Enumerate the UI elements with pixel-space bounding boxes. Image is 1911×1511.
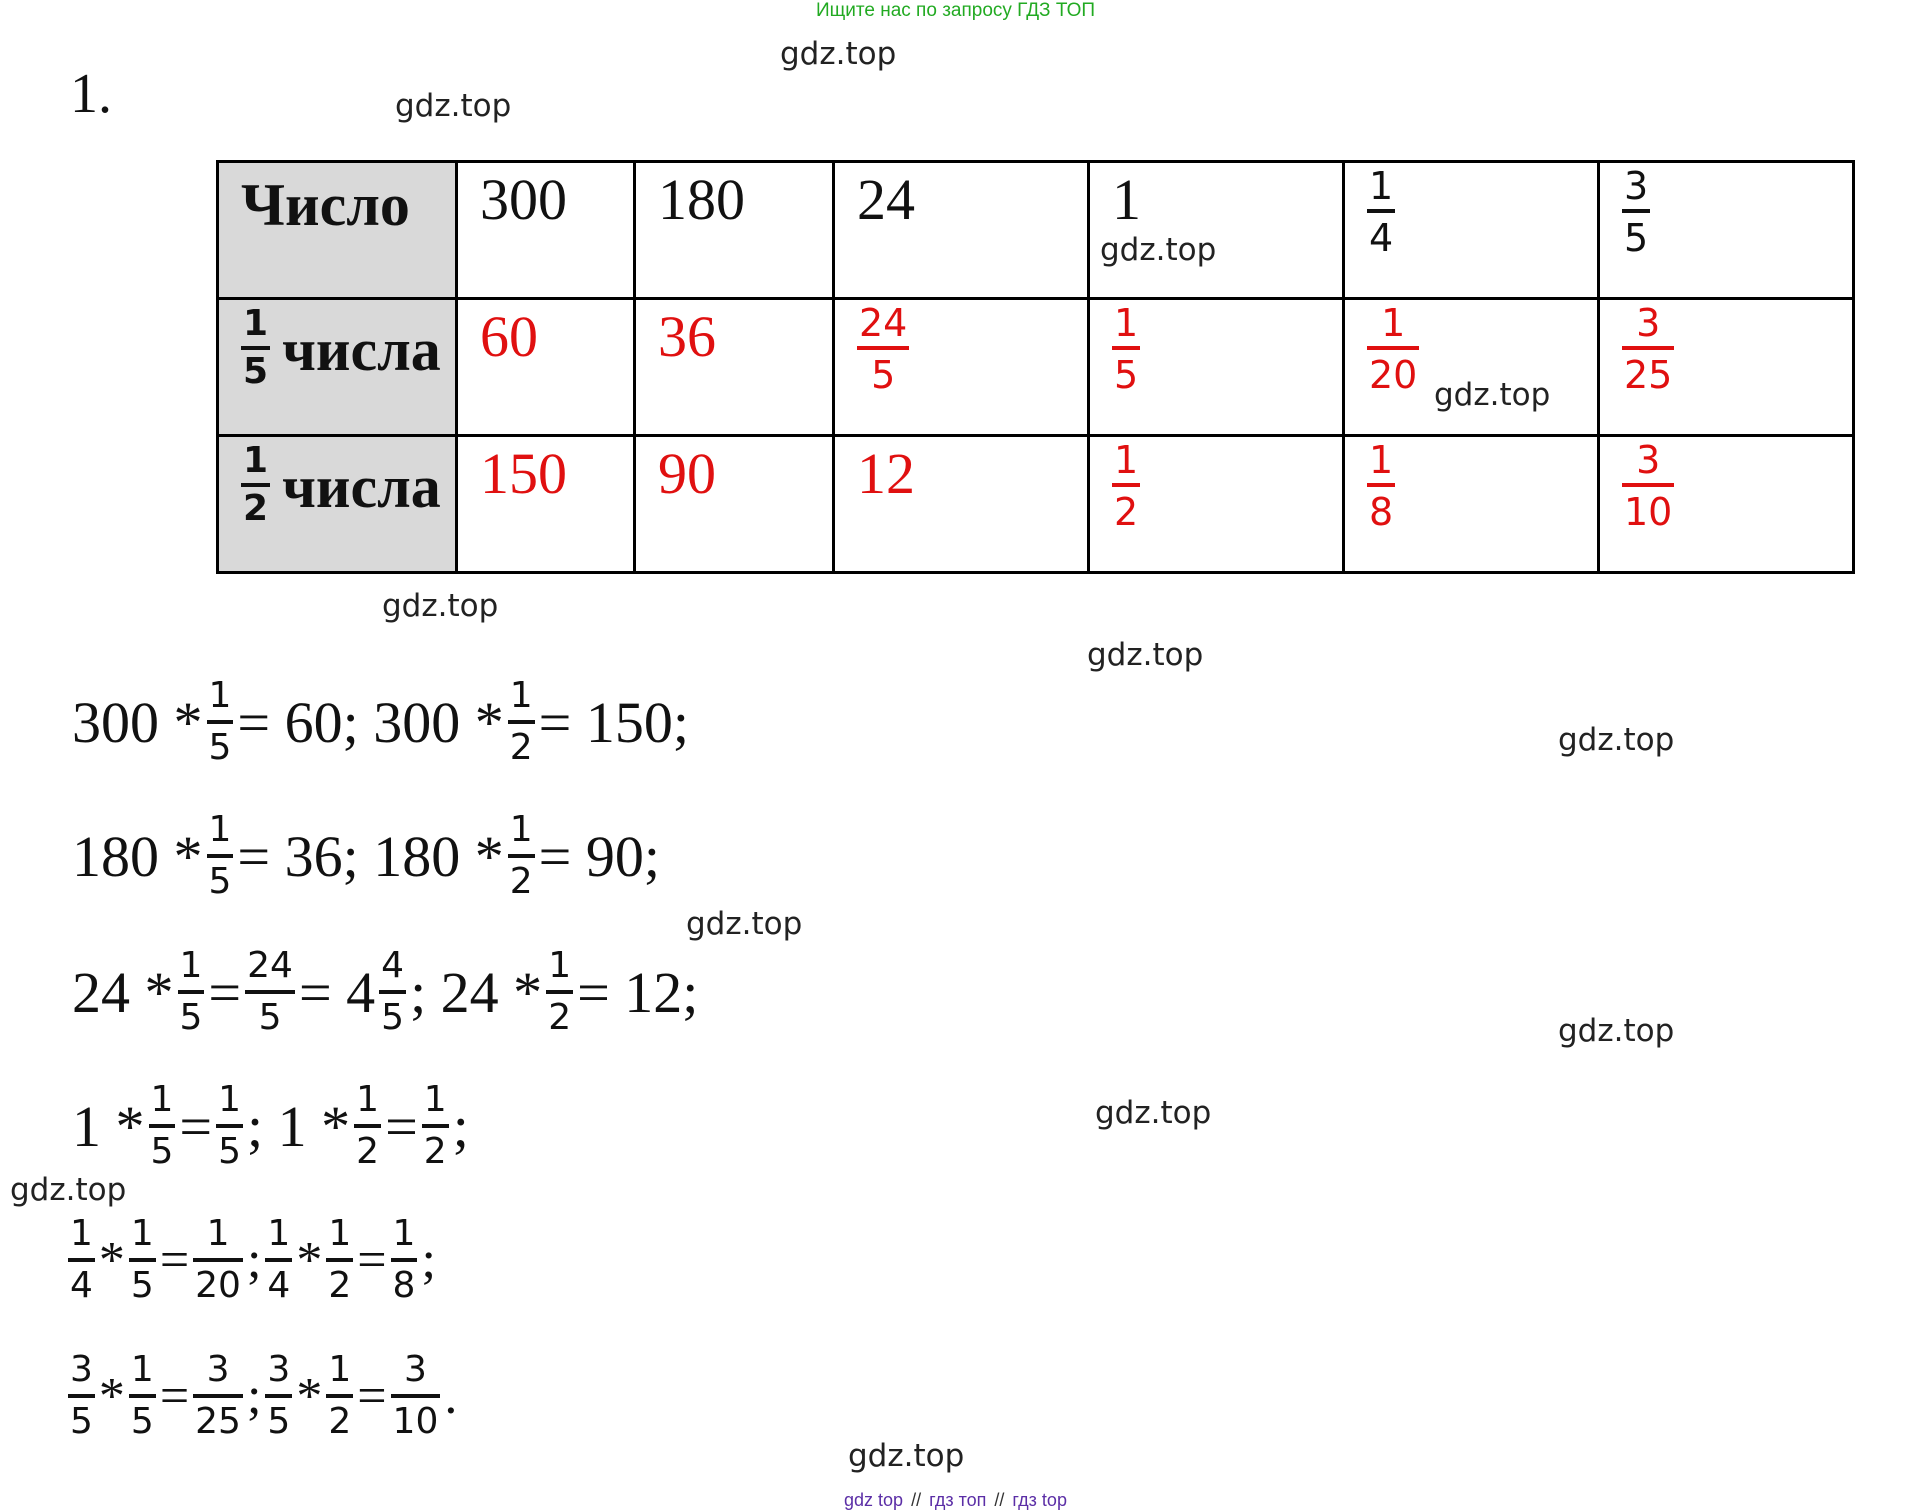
answer-fraction: $\frac{1}{8}$ xyxy=(1369,438,1394,534)
equation-line: 180 * $\frac{1}{5}$ = 36; 180 * $\frac{1}{2}$ = 90; xyxy=(72,809,660,902)
table-row xyxy=(218,162,1854,299)
table-cell xyxy=(635,162,834,299)
watermark: gdz.top xyxy=(382,588,499,624)
number-cell: 300 xyxy=(480,167,567,232)
answer-fraction: $\frac{3}{10}$ xyxy=(1624,438,1673,534)
table-cell xyxy=(457,436,635,573)
task-number: 1. xyxy=(70,63,112,125)
table-cell xyxy=(1599,299,1854,436)
footer-links: gdz top // гдз топ // гдз top xyxy=(844,1490,1067,1510)
equation-line: 24 * $\frac{1}{5}$ = $\frac{24}{5}$ = 4 $\frac{4}{5}$ ; 24 * $\frac{1}{2}$ = 12; xyxy=(72,945,699,1038)
row-header-number: Число xyxy=(241,172,410,238)
fraction: $\frac{1}{4}$ xyxy=(1369,164,1394,260)
table-cell xyxy=(218,436,457,573)
number-cell: 1 xyxy=(1112,167,1141,232)
table-cell xyxy=(834,162,1089,299)
answer-fraction: $\frac{1}{2}$ xyxy=(1114,438,1139,534)
table-cell xyxy=(1599,162,1854,299)
equation-line: 1 * $\frac{1}{5}$ = $\frac{1}{5}$ ; 1 * $\frac{1}{2}$ = $\frac{1}{2}$ ; xyxy=(72,1079,469,1172)
table-row xyxy=(218,436,1854,573)
watermark: gdz.top xyxy=(1095,1095,1212,1131)
table-cell xyxy=(1344,162,1599,299)
answer-fraction: $\frac{1}{20}$ xyxy=(1369,301,1418,397)
number-cell: 180 xyxy=(658,167,745,232)
answer-fraction: $\frac{1}{5}$ xyxy=(1114,301,1139,397)
table-cell xyxy=(1344,299,1599,436)
table-cell xyxy=(1089,299,1344,436)
answer-cell: 60 xyxy=(480,304,538,369)
answer-cell: 150 xyxy=(480,441,567,506)
answer-table xyxy=(216,160,1855,574)
watermark: gdz.top xyxy=(1434,377,1551,413)
footer-link[interactable]: гдз топ xyxy=(929,1490,987,1510)
table-cell xyxy=(218,162,457,299)
table-cell xyxy=(1599,436,1854,573)
watermark: gdz.top xyxy=(1558,1013,1675,1049)
table-cell xyxy=(1089,436,1344,573)
number-cell: 24 xyxy=(857,167,915,232)
top-banner[interactable]: Ищите нас по запросу ГДЗ ТОП xyxy=(815,0,1096,21)
table-row xyxy=(218,299,1854,436)
watermark: gdz.top xyxy=(780,36,897,72)
table-cell xyxy=(457,299,635,436)
table-cell xyxy=(1344,436,1599,573)
footer-link[interactable]: гдз top xyxy=(1012,1490,1067,1510)
row-header-half: $\frac{1}{2}$ числа xyxy=(243,440,441,529)
answer-cell: 12 xyxy=(857,441,915,506)
watermark: gdz.top xyxy=(1558,722,1675,758)
equation-line: $\frac{3}{5}$ * $\frac{1}{5}$ = $\frac{3}{25}$ ; $\frac{3}{5}$ * $\frac{1}{2}$ = $\frac{3}{10}$ . xyxy=(70,1349,458,1442)
table-cell xyxy=(635,436,834,573)
watermark: gdz.top xyxy=(395,88,512,124)
equation-line: $\frac{1}{4}$ * $\frac{1}{5}$ = $\frac{1}{20}$ ; $\frac{1}{4}$ * $\frac{1}{2}$ = $\frac{1}{8}$ ; xyxy=(70,1213,436,1306)
answer-cell: 36 xyxy=(658,304,716,369)
table-cell xyxy=(457,162,635,299)
watermark: gdz.top xyxy=(1100,232,1217,268)
row-header-fifth: $\frac{1}{5}$ числа xyxy=(243,303,441,392)
fraction: $\frac{3}{5}$ xyxy=(1624,164,1649,260)
answer-fraction: $\frac{24}{5}$ xyxy=(859,301,908,397)
answer-fraction: $\frac{3}{25}$ xyxy=(1624,301,1673,397)
watermark: gdz.top xyxy=(686,906,803,942)
table-cell xyxy=(1089,162,1344,299)
table-cell xyxy=(834,299,1089,436)
answer-cell: 90 xyxy=(658,441,716,506)
footer-link[interactable]: gdz top xyxy=(844,1490,904,1510)
watermark: gdz.top xyxy=(10,1172,127,1208)
equation-line: 300 * $\frac{1}{5}$ = 60; 300 * $\frac{1}{2}$ = 150; xyxy=(72,675,689,768)
table-cell xyxy=(635,299,834,436)
watermark: gdz.top xyxy=(1087,637,1204,673)
table-cell xyxy=(218,299,457,436)
table-cell xyxy=(834,436,1089,573)
watermark: gdz.top xyxy=(848,1438,965,1474)
